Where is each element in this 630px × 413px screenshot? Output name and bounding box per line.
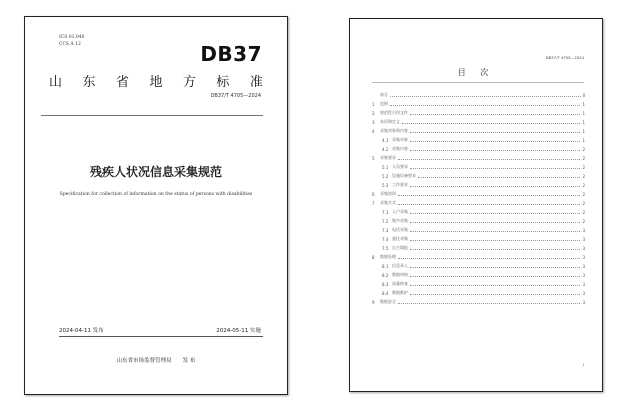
toc-entry-number: 4 <box>372 129 375 134</box>
toc-entry[interactable] <box>372 161 585 170</box>
toc-entry-title: 数据处理 <box>380 254 396 259</box>
toc-entry[interactable] <box>372 269 585 278</box>
toc-entry-page: 2 <box>582 210 585 215</box>
ccs-code: CCS A 12 <box>59 42 81 47</box>
toc-entry-title: 集中采集 <box>392 218 408 223</box>
standard-type-char: 地 <box>149 75 163 90</box>
issue-date: 2024-04-11 发布 <box>59 328 104 334</box>
toc-entry-title: 采集培训 <box>380 191 396 196</box>
toc-entry[interactable] <box>372 233 585 242</box>
toc-entry[interactable] <box>372 134 585 143</box>
standard-type-char: 山 <box>49 75 63 90</box>
toc-entry-page: 1 <box>582 138 585 143</box>
toc-entry-page: 3 <box>582 273 585 278</box>
document-title-english: Specification for collection of information on the status of persons with disabilities <box>59 192 253 197</box>
toc-divider <box>372 82 584 83</box>
toc-entry-number: 8.2 <box>382 273 389 278</box>
toc-entry-title: 电话采集 <box>392 227 408 232</box>
standard-type-char: 准 <box>249 75 263 90</box>
toc-leader-dots <box>410 132 580 133</box>
implementation-date: 2024-05-11 实施 <box>216 328 261 334</box>
toc-list <box>372 89 585 305</box>
toc-entry-title: 规范性引用文件 <box>380 110 408 115</box>
toc-entry-title: 数据安全 <box>380 299 396 304</box>
toc-leader-dots <box>410 276 580 277</box>
toc-entry-title: 采集方式 <box>380 200 396 205</box>
toc-entry-title: 质量核查 <box>392 281 408 286</box>
toc-entry-page: 3 <box>582 237 585 242</box>
toc-entry-number: 5 <box>372 156 375 161</box>
toc-leader-dots <box>410 231 580 232</box>
table-of-contents-page <box>349 18 603 392</box>
toc-leader-dots <box>398 195 580 196</box>
standard-type-char: 标 <box>216 75 230 90</box>
toc-entry-title: 工作要求 <box>392 182 408 187</box>
toc-entry-title: 术语和定义 <box>380 119 400 124</box>
toc-entry[interactable] <box>372 116 585 125</box>
toc-leader-dots <box>410 168 580 169</box>
toc-entry-title: 采集内容 <box>392 146 408 151</box>
toc-entry-title: 委托采集 <box>392 236 408 241</box>
toc-entry-page: 3 <box>582 282 585 287</box>
standard-type-char: 东 <box>82 75 96 90</box>
toc-entry-page: 3 <box>582 246 585 251</box>
toc-entry-title: 人员要求 <box>392 164 408 169</box>
divider-bottom <box>59 336 263 337</box>
toc-entry-page: 1 <box>582 120 585 125</box>
toc-entry-number: 7.2 <box>382 219 389 224</box>
toc-entry-page: 2 <box>582 156 585 161</box>
toc-entry[interactable] <box>372 287 585 296</box>
toc-leader-dots <box>410 150 580 151</box>
toc-entry-title: 采集对象和内容 <box>380 128 408 133</box>
toc-entry[interactable] <box>372 188 585 197</box>
toc-entry-page: 2 <box>582 219 585 224</box>
toc-entry-title: 信息录入 <box>392 263 408 268</box>
toc-leader-dots <box>418 177 580 178</box>
toc-entry-page: 2 <box>582 174 585 179</box>
toc-entry-number: 3 <box>372 120 375 125</box>
toc-entry-title: 前言 <box>380 92 388 97</box>
toc-entry-number: 2 <box>372 111 375 116</box>
toc-entry-title: 采集要求 <box>380 155 396 160</box>
toc-entry-number: 5.2 <box>382 174 389 179</box>
page-number: I <box>582 362 584 367</box>
toc-entry-page: II <box>582 93 585 98</box>
toc-entry-page: 3 <box>582 300 585 305</box>
publisher: 山东省市场监督管理局 发 布 <box>116 358 196 364</box>
toc-entry[interactable] <box>372 260 585 269</box>
toc-entry-page: 3 <box>582 228 585 233</box>
toc-entry-page: 1 <box>582 129 585 134</box>
toc-leader-dots <box>410 294 580 295</box>
toc-entry[interactable] <box>372 179 585 188</box>
toc-leader-dots <box>398 258 580 259</box>
toc-entry-page: 3 <box>582 291 585 296</box>
toc-entry-number: 8.3 <box>382 282 389 287</box>
toc-leader-dots <box>410 267 580 268</box>
toc-leader-dots <box>410 213 580 214</box>
toc-entry-number: 5.3 <box>382 183 389 188</box>
toc-entry[interactable] <box>372 278 585 287</box>
toc-entry[interactable] <box>372 296 585 305</box>
document-title: 残疾人状况信息采集规范 <box>89 165 222 179</box>
toc-entry-title: 采集对象 <box>392 137 408 142</box>
toc-entry-number: 9 <box>372 300 375 305</box>
toc-entry-title: 入户采集 <box>392 209 408 214</box>
toc-standard-code: DB37/T 4705—2024 <box>545 55 584 60</box>
toc-entry-title: 范围 <box>380 101 388 106</box>
standard-code: DB37/T 4705—2024 <box>210 93 261 99</box>
standard-type-char: 方 <box>182 75 196 90</box>
ics-code: ICS 01.040 <box>59 35 85 40</box>
toc-entry-number: 6 <box>372 192 375 197</box>
toc-entry[interactable] <box>372 197 585 206</box>
toc-entry-title: 设施设备要求 <box>392 173 416 178</box>
toc-entry-number: 7.3 <box>382 228 389 233</box>
toc-heading: 目 次 <box>457 68 495 77</box>
toc-leader-dots <box>390 96 581 97</box>
divider-top <box>41 115 263 116</box>
toc-entry[interactable] <box>372 224 585 233</box>
toc-entry[interactable] <box>372 206 585 215</box>
toc-entry-number: 5.1 <box>382 165 389 170</box>
toc-leader-dots <box>410 285 580 286</box>
toc-entry[interactable] <box>372 89 585 98</box>
standard-type-char: 省 <box>115 75 129 90</box>
toc-leader-dots <box>410 186 580 187</box>
toc-entry-number: 8.4 <box>382 291 389 296</box>
toc-entry-number: 4.1 <box>382 138 389 143</box>
toc-leader-dots <box>398 303 580 304</box>
toc-entry[interactable] <box>372 107 585 116</box>
toc-entry-number: 7.5 <box>382 246 389 251</box>
toc-leader-dots <box>390 105 580 106</box>
toc-leader-dots <box>410 222 580 223</box>
toc-entry-page: 1 <box>582 102 585 107</box>
toc-entry-page: 2 <box>582 201 585 206</box>
toc-entry-number: 4.2 <box>382 147 389 152</box>
toc-entry-page: 2 <box>582 147 585 152</box>
toc-leader-dots <box>410 141 580 142</box>
toc-entry[interactable] <box>372 242 585 251</box>
toc-entry-page: 2 <box>582 165 585 170</box>
toc-entry-number: 1 <box>372 102 375 107</box>
toc-entry[interactable] <box>372 98 585 107</box>
toc-entry-page: 2 <box>582 183 585 188</box>
standard-type-title <box>49 71 263 90</box>
toc-entry[interactable] <box>372 125 585 134</box>
toc-leader-dots <box>410 240 580 241</box>
toc-leader-dots <box>410 249 580 250</box>
toc-entry-number: 7.4 <box>382 237 389 242</box>
toc-entry-page: 3 <box>582 255 585 260</box>
toc-entry-number: 7 <box>372 201 375 206</box>
toc-leader-dots <box>398 159 580 160</box>
toc-entry-title: 数据维护 <box>392 290 408 295</box>
toc-entry[interactable] <box>372 251 585 260</box>
toc-entry-number: 7.1 <box>382 210 389 215</box>
toc-entry[interactable] <box>372 143 585 152</box>
db-standard-mark: DB37 <box>200 42 262 66</box>
toc-entry-number: 8 <box>372 255 375 260</box>
toc-entry-page: 3 <box>582 264 585 269</box>
cover-page <box>24 16 288 395</box>
toc-leader-dots <box>398 204 580 205</box>
toc-entry-title: 自主填报 <box>392 245 408 250</box>
toc-entry[interactable] <box>372 215 585 224</box>
toc-entry-page: 2 <box>582 192 585 197</box>
toc-entry[interactable] <box>372 152 585 161</box>
toc-entry-number: 8.1 <box>382 264 389 269</box>
toc-entry-title: 数据审核 <box>392 272 408 277</box>
toc-leader-dots <box>402 123 580 124</box>
toc-leader-dots <box>410 114 580 115</box>
toc-entry-page: 1 <box>582 111 585 116</box>
toc-entry[interactable] <box>372 170 585 179</box>
